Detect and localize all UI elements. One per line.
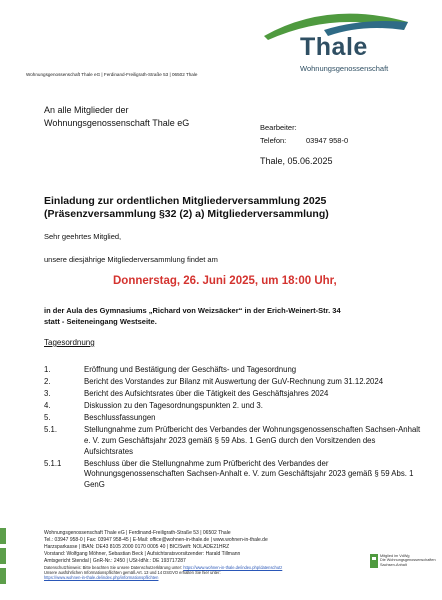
location-line-1: in der Aula des Gymnasiums „Richard von Weizsäcker“ in der Erich-Weinert-Str. 34 bbox=[44, 306, 341, 315]
agenda-list bbox=[44, 365, 424, 492]
agenda-item-number: 5.1.1 bbox=[44, 458, 62, 468]
intro-text: unsere diesjährige Mitgliederversammlung findet am bbox=[44, 255, 218, 264]
agenda-item bbox=[44, 425, 424, 457]
agenda-item-number: 1. bbox=[44, 365, 51, 374]
subject-line-1: Einladung zur ordentlichen Mitgliederversammlung 2025 bbox=[44, 195, 327, 207]
agenda-item-text: Diskussion zu den Tagesordnungspunkten 2. und 3. bbox=[84, 401, 263, 411]
footer-line-4: Vorstand: Wolfgang Möhner, Sebastian Beck | Aufsichtsratsvorsitzender: Harald Tillmann bbox=[44, 550, 241, 557]
side-bar bbox=[0, 528, 6, 544]
agenda-item-text: Eröffnung und Bestätigung der Geschäfts- und Tagesordnung bbox=[84, 365, 297, 374]
footer-line-5: Amtsgericht Stendal | GnR-Nr.: 2450 | USt-IdNr.: DE 193717287 bbox=[44, 557, 186, 564]
logo-subtitle: Wohnungsgenossenschaft bbox=[300, 64, 389, 73]
agenda-item-number: 4. bbox=[44, 401, 51, 411]
agenda-item-text: Stellungnahme zum Prüfbericht des Verbandes der Wohnungsgenossenschaften Sachsen-Anhalt e. V. zum Geschäftsjahr 2023 gemäß § 59 Abs. 1 GenG durch den Vorsitzenden des Aufsichtsrates bbox=[84, 425, 421, 456]
telefon-label: Telefon: bbox=[260, 135, 287, 145]
salutation: Sehr geehrtes Mitglied, bbox=[44, 232, 122, 241]
badge-line-1: Mitglied im VdWg bbox=[380, 554, 410, 558]
agenda-item-number: 5. bbox=[44, 413, 51, 423]
badge-line-2: Die Wohnungsgenossenschaften bbox=[380, 558, 436, 563]
letter-date: Thale, 05.06.2025 bbox=[260, 156, 333, 166]
contact-block bbox=[260, 122, 349, 147]
privacy-link[interactable]: https://www.wohnen-in-thale.de/index.php/datenschutz bbox=[183, 564, 283, 570]
agenda-item bbox=[44, 459, 424, 491]
logo-name: Thale bbox=[300, 33, 368, 61]
recipient-address bbox=[44, 104, 189, 130]
agenda-item bbox=[44, 401, 424, 412]
recipient-line-1: An alle Mitglieder der bbox=[44, 105, 129, 115]
recipient-line-2: Wohnungsgenossenschaft Thale eG bbox=[44, 118, 190, 128]
footer-line-3: Harzsparkasse | IBAN: DE43 8105 2000 0170 0005 40 | BIC/Swift: NOLADE21HRZ bbox=[44, 543, 230, 550]
privacy-text: Datenschutzhinweis: Bitte beachten Sie unsere Datenschutzerklärung unter: bbox=[44, 564, 183, 570]
meeting-datetime: Donnerstag, 26. Juni 2025, um 18:00 Uhr, bbox=[113, 275, 337, 287]
subject-line-2: (Präsenzversammlung §32 (2) a) Mitgliederversammlung) bbox=[44, 208, 329, 220]
footer-info-duties: Unsere ausführlichen Informationspflichten gemäß Art. 13 und 14 DSGVO erhalten Sie hier unter: bbox=[44, 569, 221, 575]
agenda-item-text: Bericht des Aufsichtsrates über die Tätigkeit des Geschäftsjahres 2024 bbox=[84, 389, 329, 399]
agenda-item-text: Beschluss über die Stellungnahme zum Prüfbericht des Verbandes der Wohnungsgenossenschaften Sachsen-Anhalt e. V. zum Geschäftsjahr 2023 gemäß § 59 Abs. 1 GenG bbox=[84, 458, 414, 489]
badge-line-3: Sachsen-Anhalt bbox=[380, 562, 407, 567]
telefon-value: 03947 958-0 bbox=[306, 135, 349, 145]
location-line-2: statt - Seiteneingang Westseite. bbox=[44, 317, 157, 326]
agenda-item bbox=[44, 413, 424, 424]
agenda-item bbox=[44, 377, 424, 388]
sender-line: Wohnungsgenossenschaft Thale eG | Ferdinand-Freiligrath-Straße 53 | 06502 Thale bbox=[26, 72, 198, 77]
letter-subject bbox=[44, 195, 329, 221]
agenda-heading: Tagesordnung bbox=[44, 338, 95, 347]
agenda-item-text: Bericht des Vorstandes zur Bilanz mit Auswertung der GuV-Rechnung zum 31.12.2024 bbox=[84, 377, 384, 387]
agenda-item-number: 3. bbox=[44, 389, 51, 399]
info-duties-link[interactable]: https://www.wohnen-in-thale.de/index.php/informationspflichten bbox=[44, 575, 159, 581]
footer-line-1: Wohnungsgenossenschaft Thale eG | Ferdinand-Freiligrath-Straße 53 | 06502 Thale bbox=[44, 530, 231, 536]
side-bar bbox=[0, 568, 6, 584]
side-bar bbox=[0, 548, 6, 564]
agenda-item bbox=[44, 365, 424, 376]
agenda-item bbox=[44, 389, 424, 400]
footer-line-2: Tel.: 03947 958-0 | Fax: 03947 958-45 | E-Mail: office@wohnen-in-thale.de | www.wohnen-in-thale.de bbox=[44, 536, 268, 543]
agenda-item-number: 2. bbox=[44, 377, 51, 387]
agenda-item-text: Beschlussfassungen bbox=[84, 413, 156, 423]
agenda-item-number: 5.1. bbox=[44, 425, 58, 435]
meeting-location bbox=[44, 305, 341, 327]
bearbeiter-label: Bearbeiter: bbox=[260, 123, 297, 132]
vdwg-badge-text bbox=[380, 554, 436, 567]
letter-footer bbox=[44, 530, 364, 581]
